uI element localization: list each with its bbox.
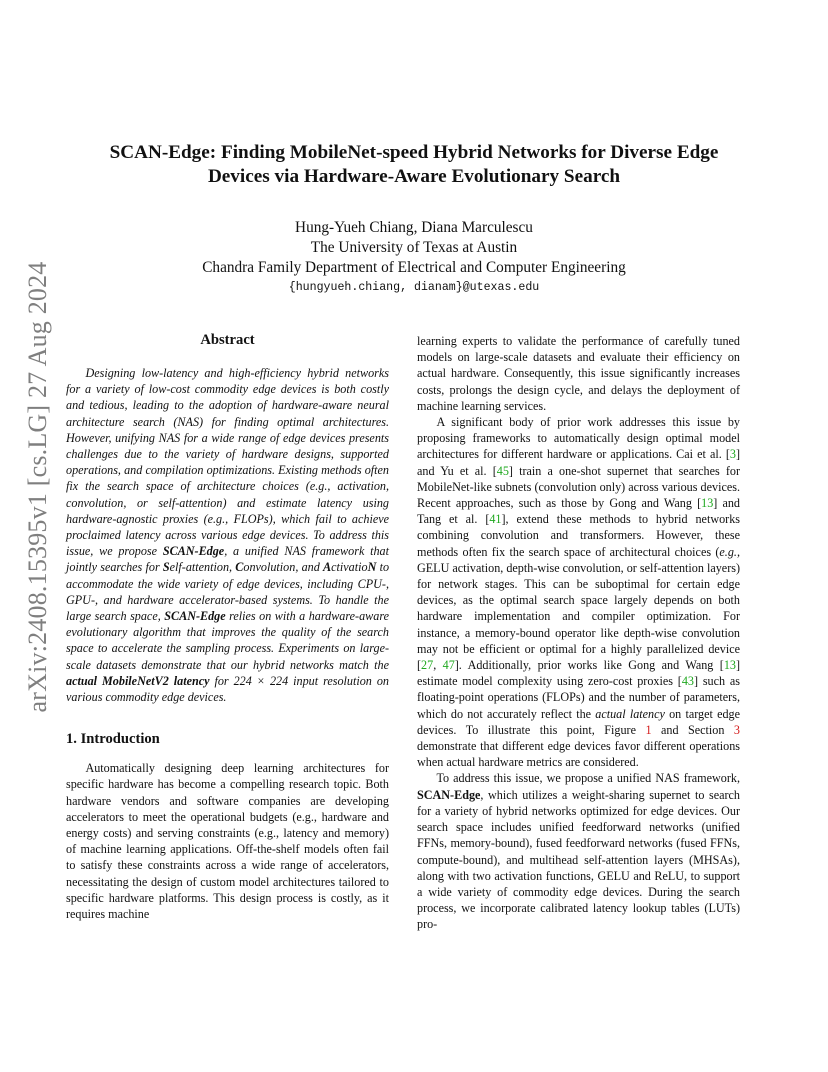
author-block xyxy=(60,218,768,298)
left-column xyxy=(66,332,389,922)
abstract-heading: Abstract xyxy=(200,332,255,348)
arxiv-watermark xyxy=(18,261,58,713)
intro-paragraph-3: To address this issue, we propose a unified NAS framework, SCAN-Edge, which utilizes a weight-sharing supernet to search for a variety of hybrid networks optimized for edge devices. Our search space includes unified feedforward networks (unified FFNs, memory-bound), fused feedforward networks (fused FFNs, compute-bound), and multihead self-attention layers (MHSAs), along with two activation functions, GELU and ReLU, to support a wide variety of commodity edge devices. During the search process, we incorporate calibrated latency lookup tables (LUTs) pro- xyxy=(417,771,740,932)
citation-link[interactable]: 13 xyxy=(701,496,714,511)
citation-link[interactable]: 41 xyxy=(489,512,502,527)
citation-link[interactable]: 47 xyxy=(442,658,455,673)
intro-paragraph-2: A significant body of prior work addresses this issue by proposing frameworks to automatically design optimal model architectures for different hardware or applications. Cai et al. [3] and Yu et al. [45] train a one-shot supernet that searches for MobileNet-like subnets (convolution only) across various devices. Recent approaches, such as those by Gong and Wang [13] and Tang et al. [41], extend these methods to hybrid networks combining convolution and transformers. However, these methods often fix the search space of architectural choices (e.g., GELU activation, depth-wise convolution, or self-attention layers) for network stages. This can be suboptimal for certain edge devices, as the optimal search space largely depends on both hardware implementation and compiler optimization. For instance, a memory-bound operator like depth-wise convolution may not be efficient or optimal for a highly parallelized device [27, 47]. Additionally, prior works like Gong and Wang [13] estimate model complexity using zero-cost proxies [43] such as floating-point operations (FLOPs) and the number of parameters, which do not accurately reflect the actual latency on target edge devices. To illustrate this point, Figure 1 and Section 3 demonstrate that different edge devices favor different operations when actual hardware metrics are considered. xyxy=(417,415,741,770)
right-column xyxy=(417,333,740,933)
affiliation-department: Chandra Family Department of Electrical and Computer Engineering xyxy=(202,259,626,276)
arxiv-id-text: arXiv:2408.15395v1 [cs.LG] 27 Aug 2024 xyxy=(23,261,52,713)
citation-link[interactable]: 13 xyxy=(723,658,736,673)
author-email: {hungyueh.chiang, dianam}@utexas.edu xyxy=(288,281,540,294)
citation-link[interactable]: 27 xyxy=(421,658,434,673)
title-line-1: SCAN-Edge: Finding MobileNet-speed Hybrid Networks for Diverse Edge xyxy=(109,142,719,163)
title-line-2: Devices via Hardware-Aware Evolutionary Search xyxy=(207,166,621,187)
intro-paragraph-1-continued: learning experts to validate the performance of carefully tuned models on large-scale datasets and evaluate their efficiency on actual hardware. Consequently, this issue significantly increases costs, prolongs the design cycle, and delays the deployment of machine learning services. xyxy=(417,334,740,413)
figure-link[interactable]: 1 xyxy=(645,722,652,737)
intro-paragraph-1: Automatically designing deep learning architectures for specific hardware has become a compelling research topic. Both hardware vendors and software companies are developing accelerators to meet the operational budgets (e.g., hardware and energy costs) and serving constraints (e.g., latency and memory) of machine learning applications. Off-the-shelf models often fail to satisfy these constraints across a wide range of accelerators, necessitating the design of custom model architectures tailored to specific hardware platforms. This design process is costly, as it requires machine xyxy=(66,761,389,922)
citation-link[interactable]: 3 xyxy=(729,447,736,462)
introduction-heading: 1. Introduction xyxy=(66,731,160,748)
author-names: Hung-Yueh Chiang, Diana Marculescu xyxy=(295,219,533,236)
citation-link[interactable]: 43 xyxy=(681,674,694,689)
section-link[interactable]: 3 xyxy=(733,722,740,737)
paper-title xyxy=(60,141,768,189)
affiliation-university: The University of Texas at Austin xyxy=(310,239,518,256)
citation-link[interactable]: 45 xyxy=(496,463,509,478)
abstract-text: Designing low-latency and high-efficiency hybrid networks for a variety of low-cost commodity edge devices is both costly and tedious, leading to the adoption of hardware-aware neural architecture search (NAS) for finding optimal architectures. However, unifying NAS for a wide range of edge devices presents challenges due to the variety of hardware designs, supported operations, and compilation optimizations. Existing methods often fix the search space of architecture choices (e.g., activation, convolution, or self-attention) and estimate latency using hardware-agnostic proxies (e.g., FLOPs), which fail to achieve proclaimed latency across various edge devices. To address this issue, we propose SCAN-Edge, a unified NAS framework that jointly searches for Self-attention, Convolution, and ActivatioN to accommodate the wide variety of edge devices, including CPU-, GPU-, and hardware accelerator-based systems. To handle the large search space, SCAN-Edge relies on with a hardware-aware evolutionary algorithm that improves the quality of the search space to accelerate the sampling process. Experiments on large-scale datasets demonstrate that our hybrid networks match the actual MobileNetV2 latency for 224 × 224 input resolution on various commodity edge devices. xyxy=(66,366,390,705)
